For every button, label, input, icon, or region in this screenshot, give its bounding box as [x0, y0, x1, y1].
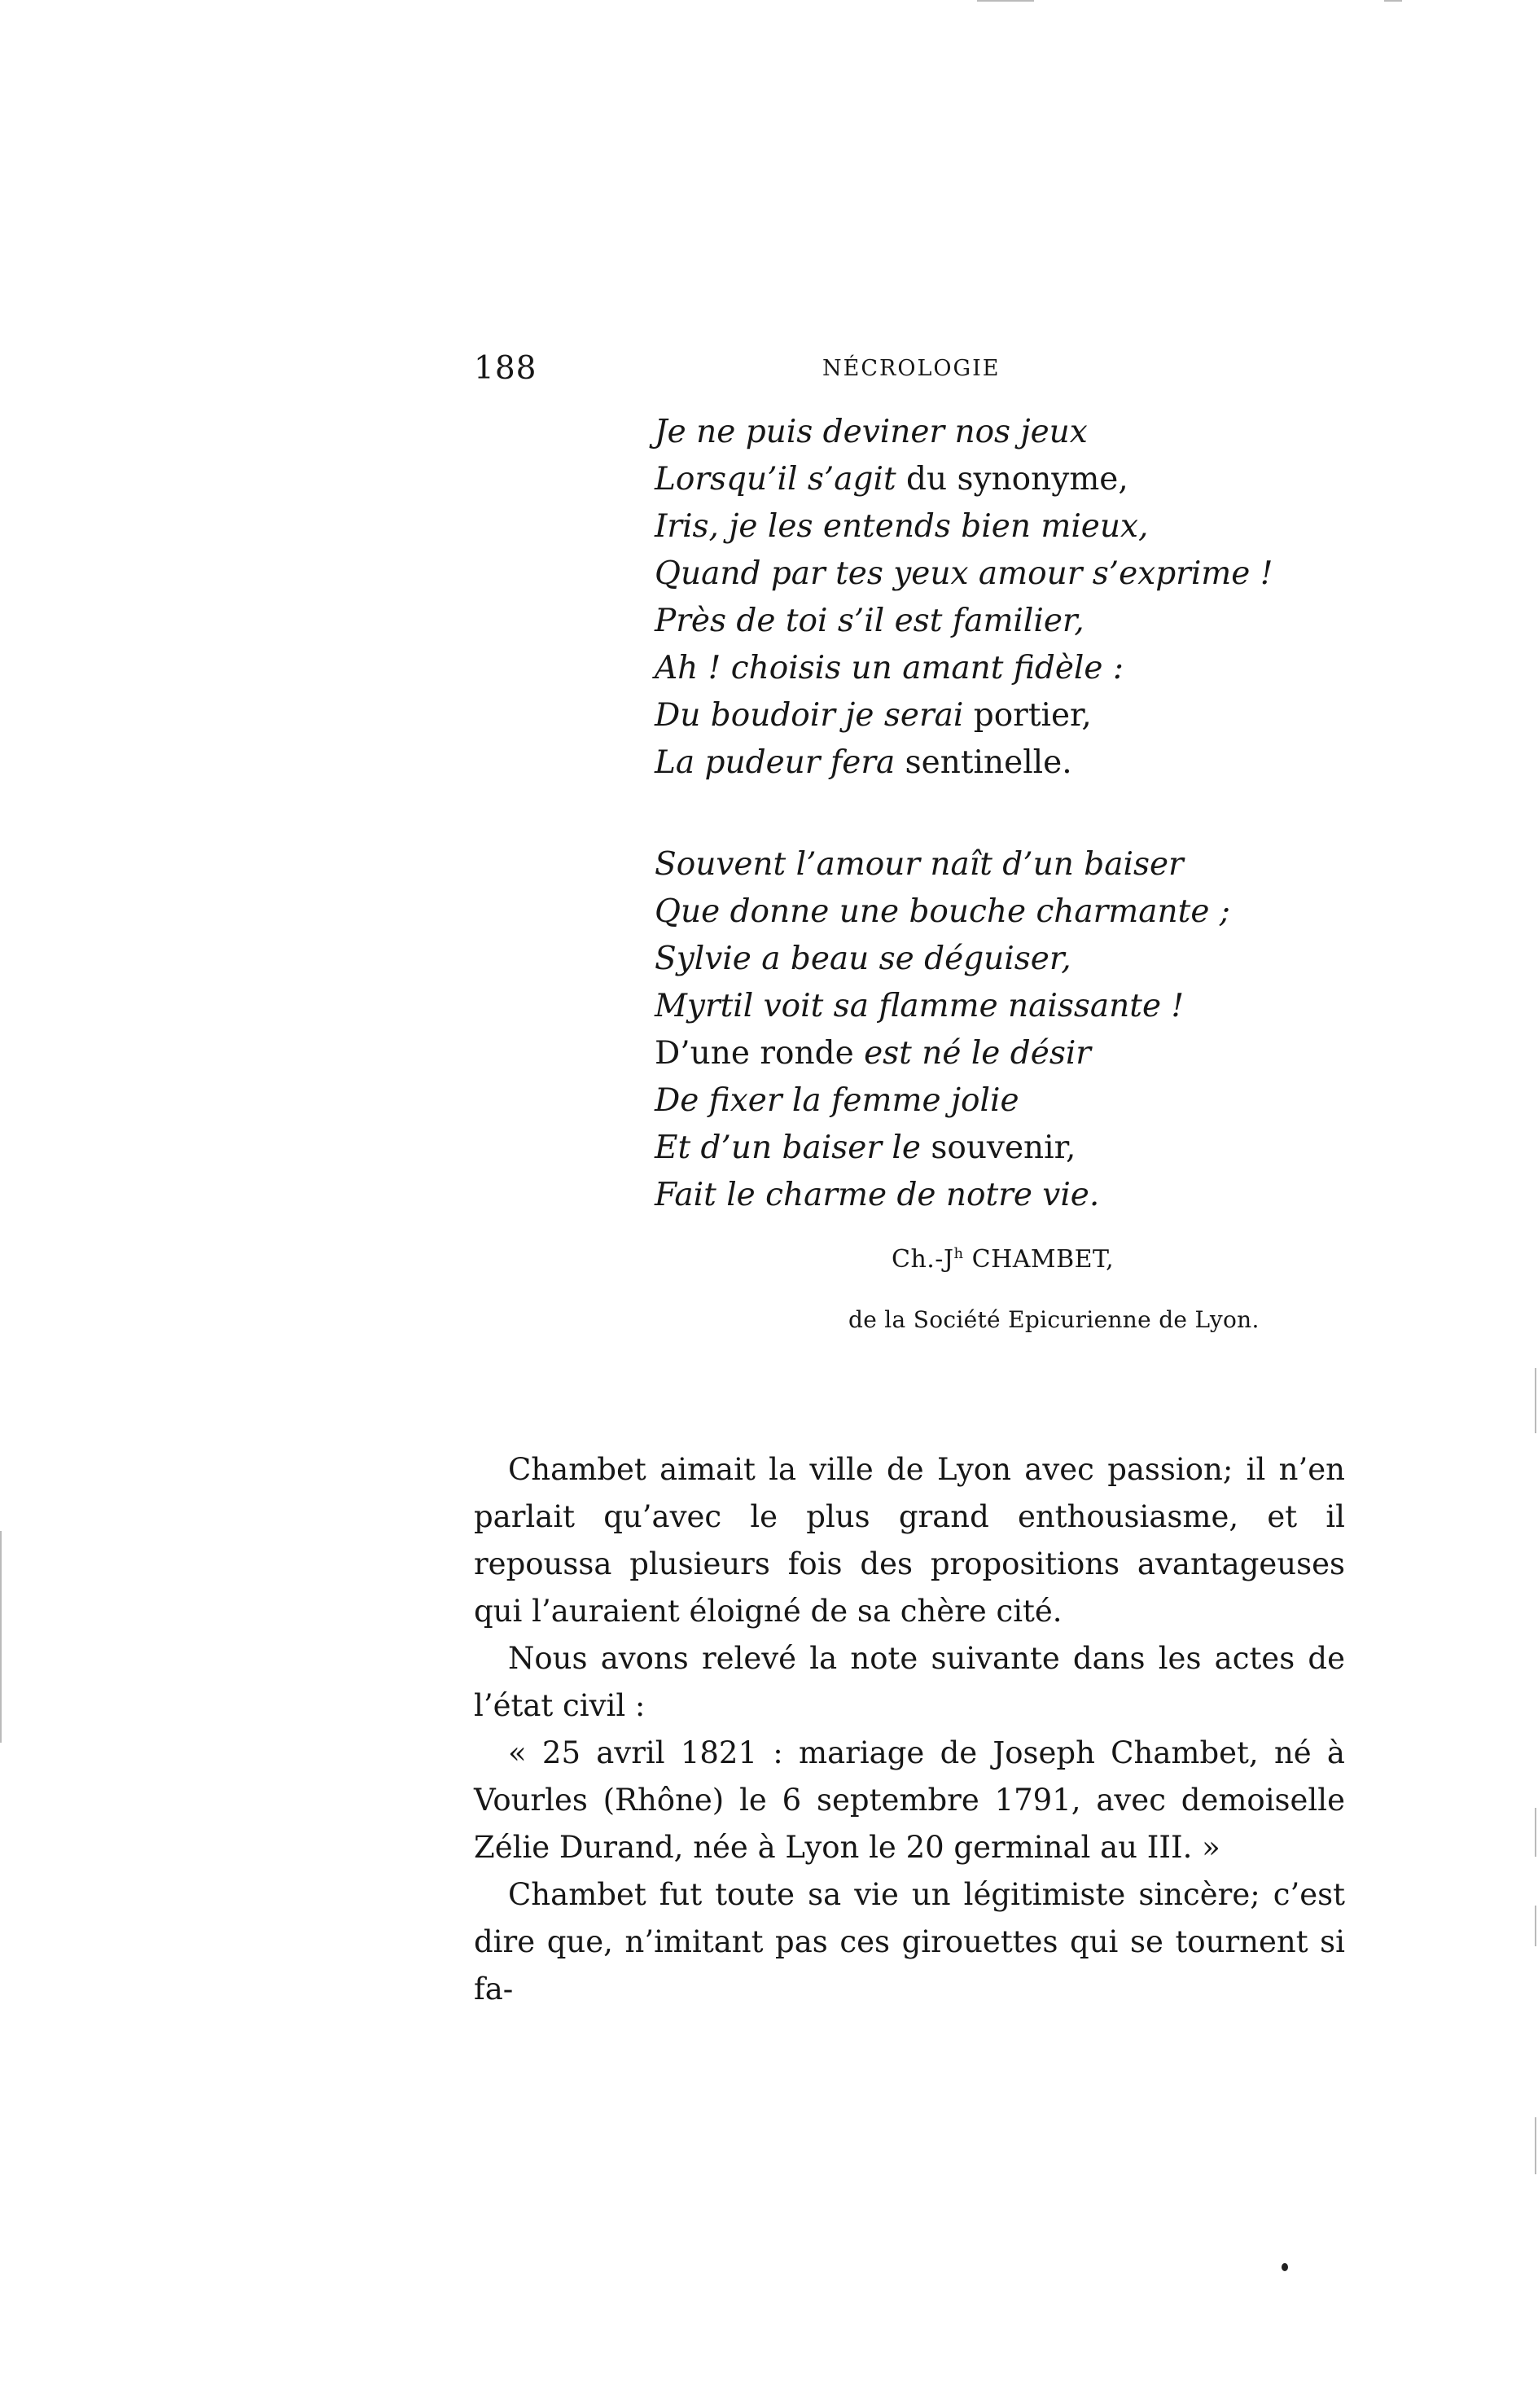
poem-line-italic: Lorsqu’il s’agit	[655, 461, 896, 498]
poem-line: Sylvie a beau se déguiser,	[655, 941, 1071, 977]
page-header	[474, 350, 1369, 399]
poem-line: Que donne une bouche charmante ;	[655, 893, 1230, 930]
paragraph: Nous avons relevé la note suivante dans les actes de l’état civil :	[474, 1641, 1345, 1723]
poem-line: Ah ! choisis un amant fidèle :	[655, 650, 1124, 686]
paragraph: Chambet aimait la ville de Lyon avec passion; il n’en parlait qu’avec le plus grand enthousiasme, et il repoussa plusieurs fois des propositions avantageuses qui l’auraient éloigné de sa chère cité.	[474, 1452, 1345, 1629]
signature-affiliation: de la Société Epicurienne de Lyon.	[848, 1306, 1260, 1333]
poem-line	[655, 692, 1290, 739]
poem-line: Près de toi s’il est familier,	[655, 603, 1084, 639]
page-number: 188	[474, 350, 537, 387]
poem-line: Myrtil voit sa flamme naissante !	[655, 988, 1185, 1024]
poem-line	[655, 739, 1290, 787]
scan-artifact	[1535, 1906, 1536, 1946]
poem-line: Fait le charme de notre vie.	[655, 1177, 1100, 1213]
poem-line-italic: Du boudoir je serai	[655, 697, 964, 734]
running-head: NÉCROLOGIE	[822, 356, 1001, 381]
ink-dot	[1282, 2263, 1288, 2271]
poem-line	[655, 1125, 1290, 1172]
poem-line: Je ne puis deviner nos jeux	[655, 414, 1088, 450]
poem-line-italic: est né le désir	[864, 1035, 1091, 1072]
poem-line	[655, 456, 1290, 503]
poem-line: Quand par tes yeux amour s’exprime !	[655, 555, 1273, 592]
scan-artifact	[1535, 1368, 1536, 1433]
poem-line-italic: Et d’un baiser le	[655, 1129, 921, 1166]
scan-artifact	[1384, 0, 1402, 2]
prose-body	[474, 1446, 1345, 2013]
poem-line: De fixer la femme jolie	[655, 1082, 1019, 1119]
poem-line-roman: sentinelle.	[895, 744, 1072, 781]
poem-line-italic: La pudeur fera	[655, 744, 896, 781]
poem-line: Iris, je les entends bien mieux,	[655, 508, 1149, 545]
scan-artifact	[977, 0, 1034, 2]
poem-line-roman: D’une ronde	[655, 1035, 865, 1072]
poem-signature	[892, 1245, 1114, 1274]
paragraph: Chambet fut toute sa vie un légitimiste sincère; c’est dire que, n’imitant pas ces girouettes qui se tournent si fa-	[474, 1877, 1345, 2007]
scan-artifact	[1535, 2117, 1536, 2174]
paragraph: « 25 avril 1821 : mariage de Joseph Chambet, né à Vourles (Rhône) le 6 septembre 1791, avec demoiselle Zélie Durand, née à Lyon le 20 germinal au III. »	[474, 1735, 1345, 1865]
scan-artifact	[0, 1531, 2, 1743]
signature-name: CHAMBET,	[963, 1245, 1115, 1274]
signature-prefix: Ch.-J	[892, 1245, 954, 1274]
poem-stanza-2	[655, 841, 1290, 1219]
poem-line-roman: du synonyme,	[896, 461, 1128, 498]
poem-line-roman: portier,	[963, 697, 1092, 734]
signature-superscript: h	[953, 1245, 964, 1262]
poem-stanza-1	[655, 409, 1290, 787]
scan-artifact	[1535, 1808, 1536, 1857]
poem-line-roman: souvenir,	[920, 1129, 1076, 1166]
poem-line	[655, 1030, 1290, 1077]
poem-line: Souvent l’amour naît d’un baiser	[655, 846, 1184, 883]
